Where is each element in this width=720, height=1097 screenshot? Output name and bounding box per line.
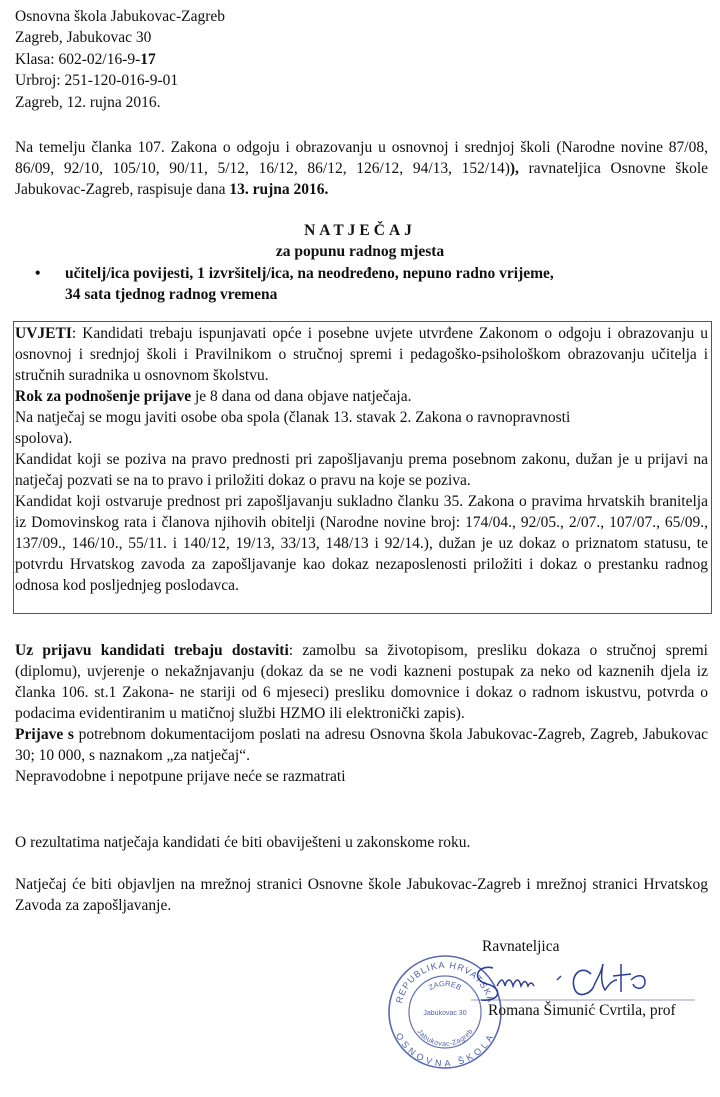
conditions-text: : Kandidati trebaju ispunjavati opće i posebne uvjete utvrđene Zakonom o odgoju i obrazovanju u osnovnoj i srednjoj školi i Pravilnikom o stručnoj spremi i pedagoško-psihološkom obrazovanju učitelja i stručnih suradnika u osnovnom školstvu. (15, 325, 708, 384)
svg-text:ZAGREB (427, 979, 463, 992)
publication-paragraph: Natječaj će biti objavljen na mrežnoj stranici Osnovne škole Jabukovac-Zagreb i mrežnoj stranici Hrvatskog Zavoda za zapošljavanje. (15, 876, 708, 914)
documents-text: : zamolbu sa životopisom, presliku dokaza o stručnoj spremi (diplomu), uvjerenje o nekažnjavanju (dokaz da se ne vodi kazneni postupak za neko od kaznenih djela iz članka 106. st.1 Zakona- ne stariji od 6 mjeseci) presliku domovnice i dokaz o radnom iskustvu, potvrda o podacima evidentiranim u matičnoj službi HZMO ili elektronički zapis). (15, 642, 708, 722)
documents-label: Uz prijavu kandidati trebaju dostaviti (15, 642, 289, 659)
signatory-name: Romana Šimunić Cvrtila, prof (488, 1002, 676, 1019)
stamp-inner-top: ZAGREB (426, 978, 463, 993)
letter-header (15, 6, 225, 113)
bullet-dot-icon: • (35, 265, 41, 282)
handwritten-signature-icon (465, 950, 705, 1010)
late-applications-note: Nepravodobne i nepotpune prijave neće se razmatrati (15, 768, 346, 785)
stamp-outer-top: REPUBLIKA HRVATSKA (393, 959, 497, 1005)
school-address: Zagreb, Jabukovac 30 (15, 29, 152, 47)
priority-paragraph: Kandidat koji se poziva na pravo prednosti pri zapošljavanju prema posebnom zakonu, dužan je u prijavi na natječaj pozvati se na to pravo i priložiti dokaz o pravu na koje se poziva. (15, 451, 708, 489)
signature-role: Ravnateljica (482, 938, 560, 955)
stamp-inner-bottom: Jabukovac-Zagreb (415, 1028, 475, 1049)
school-name: Osnovna škola Jabukovac-Zagreb (15, 8, 226, 25)
conditions-paragraph (15, 323, 708, 386)
stamp-outer-bottom: OSNOVNA ŠKOLA (393, 1031, 497, 1069)
notice-title: NATJEČAJ (304, 222, 416, 239)
gender-paragraph: Na natječaj se mogu javiti osobe oba spola (članak 13. stavak 2. Zakona o ravnopravnosti spolova). (15, 409, 571, 447)
submission-label: Prijave s (15, 726, 74, 743)
intro-paren: ), (509, 160, 519, 177)
urbroj-line: Urbroj: 251-120-016-9-01 (15, 72, 179, 90)
svg-text:OSNOVNA ŠKOLA (394, 1031, 496, 1068)
documents-block (15, 640, 708, 787)
klasa-number: 17 (140, 50, 156, 68)
intro-paragraph (15, 137, 708, 200)
position-line-1: učitelj/ica povijesti, 1 izvršitelj/ica, na neodređeno, nepuno radno vrijeme, (65, 265, 554, 282)
intro-text-2: ravnateljica Osnovne škole Jabukovac-Zagreb, raspisuje dana (15, 160, 708, 198)
deadline-paragraph (15, 386, 708, 407)
klasa-line (15, 49, 225, 70)
date-line: Zagreb, 12. rujna 2016. (15, 93, 161, 111)
submission-paragraph (15, 724, 708, 766)
results-paragraph: O rezultatima natječaja kandidati će biti obaviješteni u zakonskome roku. (15, 834, 471, 851)
intro-text: Na temelju članka 107. Zakona o odgoju i obrazovanju u osnovnoj i srednjoj školi (Narodne novine 87/08, 86/09, 92/10, 105/10, 90/11, 5/12, 16/12, 86/12, 126/12, 94/13, 152/14) (15, 139, 708, 177)
deadline-text: je 8 dana od dana objave natječaja. (191, 388, 412, 405)
veterans-paragraph: Kandidat koji ostvaruje prednost pri zapošljavanju sukladno članku 35. Zakona o pravima hrvatskih branitelja iz Domovinskog rata i članova njihovih obitelji (Narodne novine broj: 174/04., 92/05., 2/07., 107/07., 65/09., 137/09., 146/10., 55/11. i 140/12, 19/13, 33/13, 148/13 i 92/14.), dužan je uz dokaz o priznatom statusu, te potvrdu Hrvatskog zavoda za zapošljavanje kao dokaz nezaposlenosti priložiti i dokaz o prestanku radnog odnosa kod posljednjeg poslodavca. (15, 493, 708, 594)
position-line-2: 34 sata tjednog radnog vremena (65, 286, 278, 303)
intro-date: 13. rujna 2016. (229, 181, 329, 198)
conditions-label: UVJETI (15, 325, 72, 342)
svg-text:Jabukovac-Zagreb (415, 1028, 474, 1048)
documents-paragraph (15, 640, 708, 724)
klasa-text: Klasa: 602-02/16-9- (15, 50, 141, 68)
deadline-label: Rok za podnošenje prijave (15, 388, 192, 405)
conditions-block (15, 323, 708, 596)
submission-text: potrebnom dokumentacijom poslati na adresu Osnovna škola Jabukovac-Zagreb, Zagreb, Jabukovac 30; 10 000, s naznakom „za natječaj“. (15, 726, 709, 764)
stamp-inner-mid: Jabukovac 30 (423, 1010, 467, 1017)
notice-subtitle: za popunu radnog mjesta (275, 243, 445, 260)
